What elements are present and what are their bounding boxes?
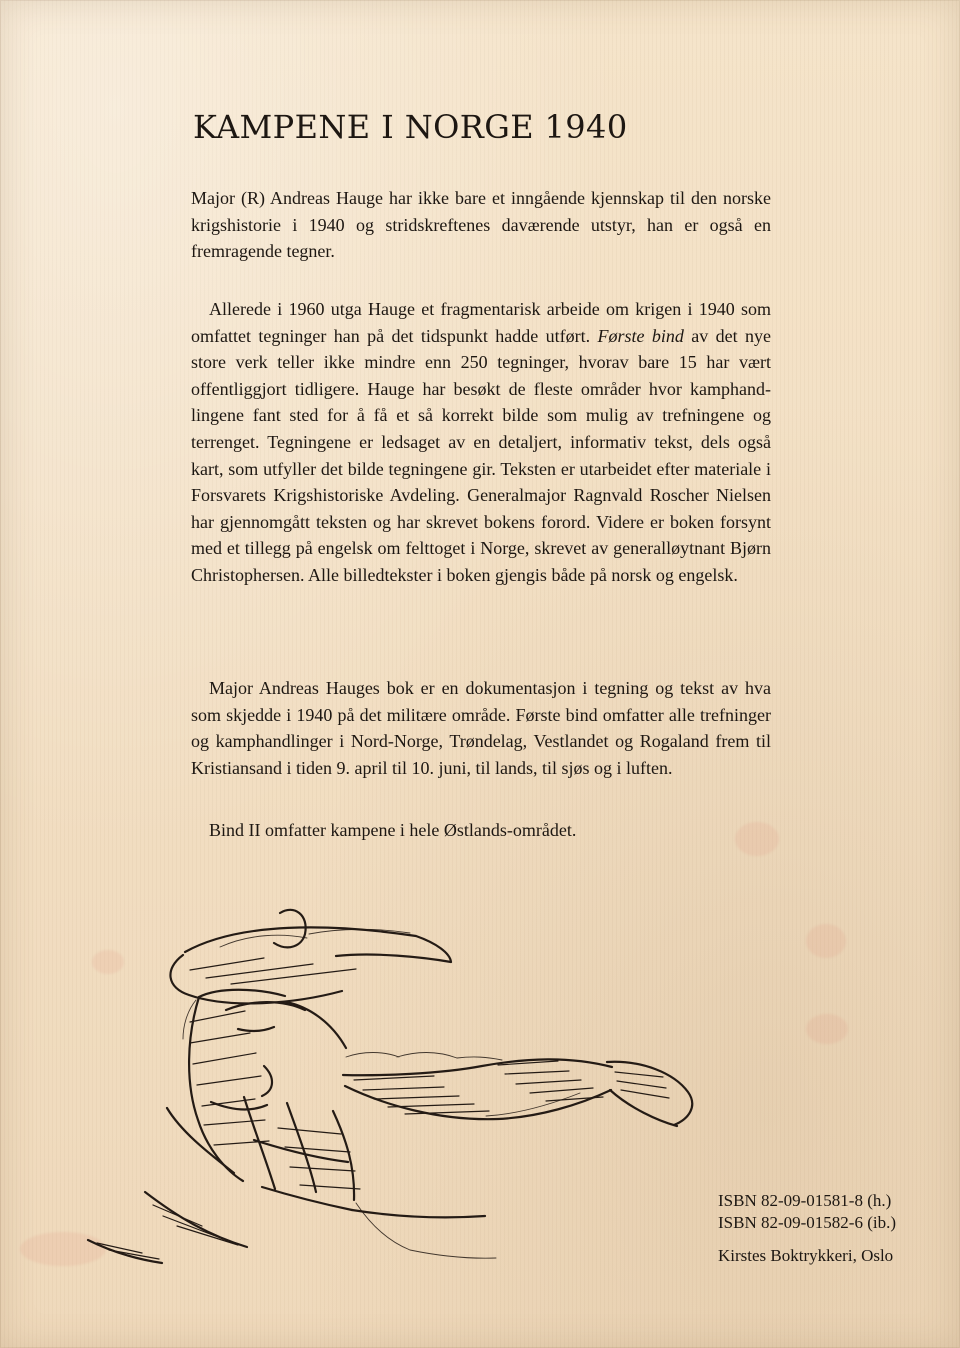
publication-imprint bbox=[718, 1190, 938, 1267]
isbn-hardcover: ISBN 82-09-01582-6 (ib.) bbox=[718, 1213, 897, 1232]
soldier-binoculars-sketch bbox=[84, 900, 702, 1270]
description-paragraph-3: Major Andreas Hauges bok er en dokumentasjon i tegning og tekst av hva som skjedde i 1940 på det militære område. Første bind omfatter alle trefninger og kamphandlinger i Nord-Norge, Trøndelag, Vestlandet og Rogaland frem til Kristiansand i tiden 9. april til 10. juni, til lands, til sjøs og i luften. bbox=[191, 678, 771, 778]
isbn-paperback: ISBN 82-09-01581-8 (h.) bbox=[718, 1191, 892, 1210]
description-paragraph-2 bbox=[191, 296, 771, 589]
description-paragraph-4: Bind II omfatter kampene i hele Østlands-området. bbox=[209, 820, 577, 840]
first-volume-italic: Første bind bbox=[597, 325, 684, 346]
printer-name: Kirstes Boktrykkeri, Oslo bbox=[718, 1246, 894, 1265]
paragraph-2-text-end: av det nye store verk teller ikke mindre enn 250 tegninger, hvorav bare 15 har vært offentliggjort tidligere. Hauge har besøkt de fleste områder hvor kamphandlingene fant sted for å få et så korrekt bilde som mulig av trefningene og terrenget. Tegningene er ledsaget av en detaljert, informativ tekst, dels også kart, som utfyller det bilde tegningene gir. Teksten er utarbeidet efter materiale i Forsvarets Krigshistoriske Avdeling. Generalmajor Ragnvald Roscher Nielsen har gjennomgått teksten og har skrevet bokens forord. Videre er boken forsynt med et tillegg på engelsk om felttoget i Norge, skrevet av generalløytnant Bjørn Christophersen. Alle billedtekster i boken gjengis både på norsk og engelsk. bbox=[191, 325, 772, 585]
paper-stain bbox=[806, 924, 846, 958]
paragraph-2-text-start: Allerede i 1960 utga Hauge et fragmentarisk arbeide om krigen i 1940 som omfattet tegninger han på det tidspunkt hadde utført. bbox=[191, 299, 771, 346]
description-paragraph-1: Major (R) Andreas Hauge har ikke bare et inngående kjennskap til den norske krigshistorie i 1940 og stridskreftenes daværende utstyr, han er også en fremragende tegner. bbox=[191, 188, 771, 262]
page-title: KAMPENE I NORGE 1940 bbox=[193, 108, 628, 146]
paper-stain bbox=[806, 1014, 848, 1044]
